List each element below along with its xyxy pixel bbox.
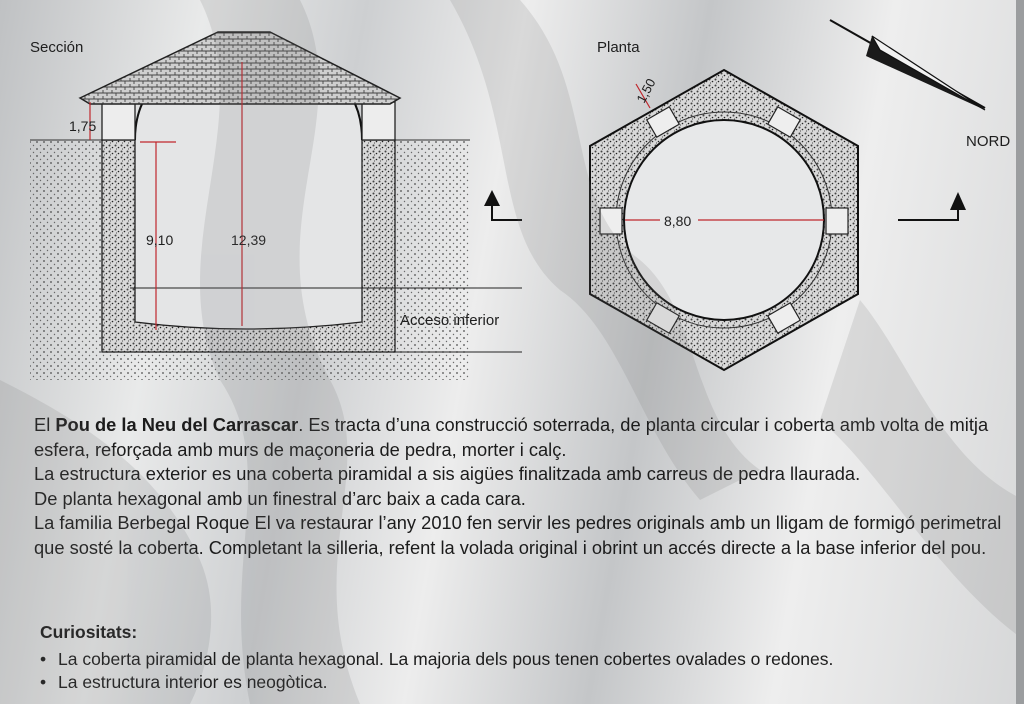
description-plan: De planta hexagonal amb un finestral d’arc baix a cada cara. xyxy=(34,487,526,509)
section-cut-arrow-left xyxy=(484,190,522,220)
wall-block-right xyxy=(362,102,395,140)
dim-inner-height: 9,10 xyxy=(146,232,174,248)
board-edge xyxy=(1016,0,1024,704)
list-item: • La estructura interior es neogòtica. xyxy=(40,672,328,692)
wall-block-left xyxy=(102,102,135,140)
plan-view xyxy=(590,70,858,370)
north-arrow-icon xyxy=(830,20,985,110)
section-view xyxy=(30,32,522,380)
description-restoration: La familia Berbegal Roque El va restaurar l’any 2010 fen servir les pedres originals amb un lligam de formigó perimetral que sosté la coberta. Completant la silleria, refent la volada original i obrint un accés directe a la base inferior del pou. xyxy=(34,512,1002,558)
plan-title: Planta xyxy=(597,39,640,56)
well-name: Pou de la Neu del Carrascar xyxy=(55,414,299,435)
north-label: NORD xyxy=(966,133,1011,150)
dim-wall-thickness: 1,50 xyxy=(633,76,659,106)
description-exterior: La estructura exterior es una coberta piramidal a sis aigües finalitzada amb carreus de pedra llaurada. xyxy=(34,463,861,485)
curiosities-list xyxy=(38,648,1008,695)
description-intro: El Pou de la Neu del Carrascar. Es tracta d’una construcció soterrada, de planta circular i coberta amb volta de mitja esfera, reforçada amb murs de maçoneria de pedra, morter i calç. xyxy=(34,414,989,460)
lower-access-label: Acceso inferior xyxy=(400,312,500,329)
dim-total-height: 12,39 xyxy=(231,232,267,248)
list-item: • La coberta piramidal de planta hexagonal. La majoria dels pous tenen cobertes ovalades o redones. xyxy=(40,648,834,669)
dim-wall-height: 1,75 xyxy=(69,118,97,134)
description-text xyxy=(34,413,1009,561)
dim-diameter: 8,80 xyxy=(664,213,692,229)
pyramidal-roof xyxy=(80,32,400,104)
curiosities-heading: Curiositats: xyxy=(40,622,138,642)
section-title: Sección xyxy=(30,39,84,56)
curiosities-section xyxy=(38,621,1008,695)
section-cut-arrow-right xyxy=(898,192,966,220)
